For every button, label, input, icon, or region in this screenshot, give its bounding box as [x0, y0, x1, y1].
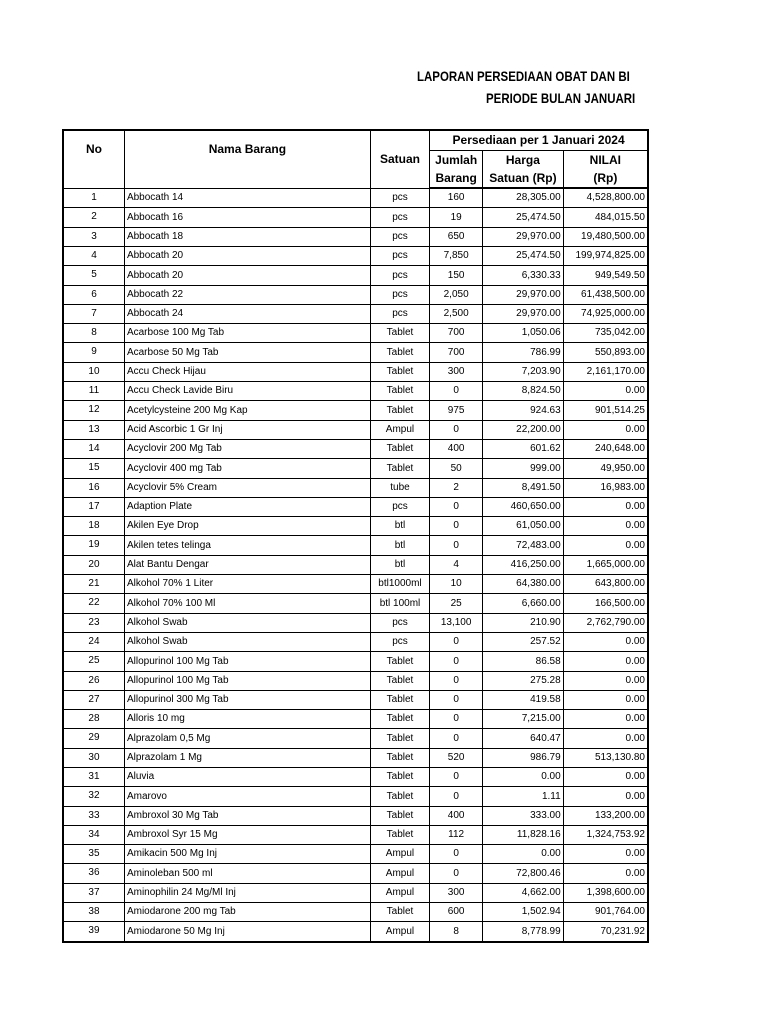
item-harga: 72,483.00 — [483, 536, 564, 555]
item-name: Alkohol 70% 1 Liter — [124, 575, 370, 594]
item-satuan: pcs — [370, 266, 429, 285]
table-row — [63, 362, 648, 381]
item-harga: 6,330.33 — [483, 266, 564, 285]
item-satuan: pcs — [370, 632, 429, 651]
item-satuan: Ampul — [370, 845, 429, 864]
item-satuan: Tablet — [370, 382, 429, 401]
item-name: Abbocath 20 — [124, 246, 370, 265]
header-no: No — [63, 130, 124, 188]
table-row — [63, 439, 648, 458]
table-row — [63, 575, 648, 594]
row-no: 30 — [63, 748, 124, 767]
item-name: Aminoleban 500 ml — [124, 864, 370, 883]
item-name: Alloris 10 mg — [124, 710, 370, 729]
item-nilai: 2,161,170.00 — [563, 362, 648, 381]
item-jumlah: 50 — [430, 459, 483, 478]
table-row — [63, 594, 648, 613]
item-jumlah: 150 — [430, 266, 483, 285]
item-nilai: 0.00 — [563, 632, 648, 651]
item-harga: 999.00 — [483, 459, 564, 478]
item-satuan: pcs — [370, 188, 429, 208]
item-jumlah: 975 — [430, 401, 483, 420]
item-name: Acyclovir 5% Cream — [124, 478, 370, 497]
row-no: 39 — [63, 922, 124, 942]
row-no: 33 — [63, 806, 124, 825]
item-nilai: 0.00 — [563, 517, 648, 536]
item-name: Alkohol 70% 100 Ml — [124, 594, 370, 613]
item-nilai: 0.00 — [563, 497, 648, 516]
item-nilai: 0.00 — [563, 690, 648, 709]
row-no: 32 — [63, 787, 124, 806]
row-no: 4 — [63, 246, 124, 265]
item-satuan: Tablet — [370, 671, 429, 690]
item-jumlah: 0 — [430, 517, 483, 536]
row-no: 8 — [63, 324, 124, 343]
item-harga: 64,380.00 — [483, 575, 564, 594]
table-row — [63, 401, 648, 420]
item-harga: 7,215.00 — [483, 710, 564, 729]
item-nilai: 2,762,790.00 — [563, 613, 648, 632]
item-harga: 601.62 — [483, 439, 564, 458]
item-jumlah: 0 — [430, 768, 483, 787]
item-name: Accu Check Lavide Biru — [124, 382, 370, 401]
item-name: Amiodarone 200 mg Tab — [124, 903, 370, 922]
table-row — [63, 825, 648, 844]
item-satuan: pcs — [370, 497, 429, 516]
row-no: 6 — [63, 285, 124, 304]
item-satuan: Tablet — [370, 806, 429, 825]
item-nilai: 166,500.00 — [563, 594, 648, 613]
item-satuan: btl — [370, 536, 429, 555]
item-nilai: 0.00 — [563, 768, 648, 787]
item-nilai: 16,983.00 — [563, 478, 648, 497]
item-nilai: 735,042.00 — [563, 324, 648, 343]
item-nilai: 133,200.00 — [563, 806, 648, 825]
item-jumlah: 0 — [430, 497, 483, 516]
item-nilai: 484,015.50 — [563, 208, 648, 227]
inventory-table — [62, 129, 649, 943]
item-jumlah: 112 — [430, 825, 483, 844]
item-harga: 25,474.50 — [483, 208, 564, 227]
item-name: Amarovo — [124, 787, 370, 806]
table-row — [63, 208, 648, 227]
table-row — [63, 729, 648, 748]
header-jumlah-1: Jumlah — [430, 150, 483, 169]
table-row — [63, 343, 648, 362]
item-satuan: Tablet — [370, 652, 429, 671]
table-row — [63, 517, 648, 536]
item-name: Accu Check Hijau — [124, 362, 370, 381]
item-harga: 29,970.00 — [483, 304, 564, 323]
item-harga: 61,050.00 — [483, 517, 564, 536]
item-name: Abbocath 14 — [124, 188, 370, 208]
item-harga: 0.00 — [483, 768, 564, 787]
report-title: LAPORAN PERSEDIAAN OBAT DAN BI — [417, 68, 630, 84]
table-row — [63, 246, 648, 265]
item-harga: 22,200.00 — [483, 420, 564, 439]
item-nilai: 61,438,500.00 — [563, 285, 648, 304]
table-row — [63, 652, 648, 671]
item-name: Abbocath 16 — [124, 208, 370, 227]
item-name: Akilen tetes telinga — [124, 536, 370, 555]
row-no: 7 — [63, 304, 124, 323]
row-no: 38 — [63, 903, 124, 922]
item-name: Abbocath 22 — [124, 285, 370, 304]
row-no: 18 — [63, 517, 124, 536]
item-harga: 333.00 — [483, 806, 564, 825]
item-jumlah: 650 — [430, 227, 483, 246]
item-harga: 29,970.00 — [483, 227, 564, 246]
row-no: 16 — [63, 478, 124, 497]
row-no: 22 — [63, 594, 124, 613]
item-satuan: pcs — [370, 227, 429, 246]
item-harga: 786.99 — [483, 343, 564, 362]
item-name: Allopurinol 300 Mg Tab — [124, 690, 370, 709]
table-row — [63, 690, 648, 709]
item-satuan: Tablet — [370, 459, 429, 478]
item-harga: 8,778.99 — [483, 922, 564, 942]
item-jumlah: 0 — [430, 536, 483, 555]
item-nilai: 513,130.80 — [563, 748, 648, 767]
item-jumlah: 300 — [430, 883, 483, 902]
item-jumlah: 0 — [430, 729, 483, 748]
item-jumlah: 0 — [430, 382, 483, 401]
item-satuan: Tablet — [370, 439, 429, 458]
item-jumlah: 8 — [430, 922, 483, 942]
row-no: 21 — [63, 575, 124, 594]
item-nilai: 240,648.00 — [563, 439, 648, 458]
row-no: 24 — [63, 632, 124, 651]
item-jumlah: 2 — [430, 478, 483, 497]
item-name: Aminophilin 24 Mg/Ml Inj — [124, 883, 370, 902]
item-harga: 86.58 — [483, 652, 564, 671]
item-satuan: Tablet — [370, 343, 429, 362]
item-satuan: Tablet — [370, 362, 429, 381]
table-row — [63, 304, 648, 323]
item-satuan: pcs — [370, 208, 429, 227]
item-harga: 6,660.00 — [483, 594, 564, 613]
header-nama-barang: Nama Barang — [124, 130, 370, 188]
table-row — [63, 555, 648, 574]
table-row — [63, 536, 648, 555]
item-harga: 0.00 — [483, 845, 564, 864]
item-name: Abbocath 20 — [124, 266, 370, 285]
item-jumlah: 0 — [430, 671, 483, 690]
row-no: 31 — [63, 768, 124, 787]
item-nilai: 0.00 — [563, 652, 648, 671]
item-jumlah: 400 — [430, 806, 483, 825]
item-harga: 8,491.50 — [483, 478, 564, 497]
item-satuan: Tablet — [370, 690, 429, 709]
item-name: Abbocath 18 — [124, 227, 370, 246]
row-no: 19 — [63, 536, 124, 555]
header-harga-2: Satuan (Rp) — [483, 169, 564, 188]
row-no: 20 — [63, 555, 124, 574]
item-nilai: 19,480,500.00 — [563, 227, 648, 246]
table-row — [63, 227, 648, 246]
item-jumlah: 19 — [430, 208, 483, 227]
table-body — [63, 188, 648, 942]
item-jumlah: 2,500 — [430, 304, 483, 323]
item-nilai: 0.00 — [563, 671, 648, 690]
item-nilai: 199,974,825.00 — [563, 246, 648, 265]
item-nilai: 0.00 — [563, 710, 648, 729]
item-name: Abbocath 24 — [124, 304, 370, 323]
item-jumlah: 520 — [430, 748, 483, 767]
item-harga: 29,970.00 — [483, 285, 564, 304]
item-nilai: 949,549.50 — [563, 266, 648, 285]
table-row — [63, 883, 648, 902]
item-name: Acarbose 50 Mg Tab — [124, 343, 370, 362]
table-row — [63, 710, 648, 729]
title-clip-overlay — [648, 60, 768, 120]
row-no: 2 — [63, 208, 124, 227]
item-nilai: 0.00 — [563, 536, 648, 555]
item-name: Allopurinol 100 Mg Tab — [124, 671, 370, 690]
item-nilai: 0.00 — [563, 420, 648, 439]
item-name: Ambroxol Syr 15 Mg — [124, 825, 370, 844]
item-name: Alkohol Swab — [124, 613, 370, 632]
header-jumlah-2: Barang — [430, 169, 483, 188]
item-nilai: 0.00 — [563, 787, 648, 806]
table-row — [63, 748, 648, 767]
item-nilai: 643,800.00 — [563, 575, 648, 594]
item-nilai: 1,398,600.00 — [563, 883, 648, 902]
item-name: Acid Ascorbic 1 Gr Inj — [124, 420, 370, 439]
item-jumlah: 160 — [430, 188, 483, 208]
item-name: Acetylcysteine 200 Mg Kap — [124, 401, 370, 420]
item-nilai: 1,324,753.92 — [563, 825, 648, 844]
item-harga: 1,050.06 — [483, 324, 564, 343]
item-harga: 986.79 — [483, 748, 564, 767]
item-nilai: 550,893.00 — [563, 343, 648, 362]
table-row — [63, 922, 648, 942]
item-jumlah: 0 — [430, 420, 483, 439]
table-row — [63, 845, 648, 864]
item-harga: 640.47 — [483, 729, 564, 748]
item-name: Amikacin 500 Mg Inj — [124, 845, 370, 864]
item-jumlah: 0 — [430, 632, 483, 651]
item-name: Acyclovir 400 mg Tab — [124, 459, 370, 478]
row-no: 25 — [63, 652, 124, 671]
item-name: Alat Bantu Dengar — [124, 555, 370, 574]
report-period: PERIODE BULAN JANUARI — [486, 90, 636, 106]
item-satuan: Tablet — [370, 768, 429, 787]
table-row — [63, 632, 648, 651]
header-persediaan-group: Persediaan per 1 Januari 2024 — [430, 130, 648, 150]
item-satuan: pcs — [370, 613, 429, 632]
item-nilai: 49,950.00 — [563, 459, 648, 478]
header-harga-1: Harga — [483, 150, 564, 169]
table-row — [63, 420, 648, 439]
item-satuan: Ampul — [370, 922, 429, 942]
item-jumlah: 0 — [430, 690, 483, 709]
item-satuan: Tablet — [370, 825, 429, 844]
row-no: 27 — [63, 690, 124, 709]
row-no: 9 — [63, 343, 124, 362]
item-nilai: 70,231.92 — [563, 922, 648, 942]
row-no: 5 — [63, 266, 124, 285]
item-jumlah: 700 — [430, 343, 483, 362]
item-nilai: 901,514.25 — [563, 401, 648, 420]
item-jumlah: 600 — [430, 903, 483, 922]
item-satuan: btl — [370, 555, 429, 574]
item-satuan: Ampul — [370, 420, 429, 439]
item-name: Allopurinol 100 Mg Tab — [124, 652, 370, 671]
item-jumlah: 7,850 — [430, 246, 483, 265]
table-row — [63, 382, 648, 401]
item-jumlah: 2,050 — [430, 285, 483, 304]
row-no: 36 — [63, 864, 124, 883]
row-no: 11 — [63, 382, 124, 401]
table-row — [63, 806, 648, 825]
item-satuan: Tablet — [370, 401, 429, 420]
table-row — [63, 671, 648, 690]
item-name: Alprazolam 1 Mg — [124, 748, 370, 767]
item-harga: 275.28 — [483, 671, 564, 690]
item-jumlah: 4 — [430, 555, 483, 574]
item-nilai: 0.00 — [563, 382, 648, 401]
item-nilai: 4,528,800.00 — [563, 188, 648, 208]
table-row — [63, 266, 648, 285]
table-row — [63, 324, 648, 343]
item-harga: 28,305.00 — [483, 188, 564, 208]
item-harga: 460,650.00 — [483, 497, 564, 516]
table-row — [63, 497, 648, 516]
item-satuan: Tablet — [370, 787, 429, 806]
row-no: 26 — [63, 671, 124, 690]
item-nilai: 74,925,000.00 — [563, 304, 648, 323]
item-jumlah: 25 — [430, 594, 483, 613]
item-name: Acarbose 100 Mg Tab — [124, 324, 370, 343]
row-no: 23 — [63, 613, 124, 632]
item-harga: 924.63 — [483, 401, 564, 420]
item-name: Adaption Plate — [124, 497, 370, 516]
table-row — [63, 285, 648, 304]
item-jumlah: 13,100 — [430, 613, 483, 632]
item-satuan: Ampul — [370, 883, 429, 902]
item-satuan: Tablet — [370, 710, 429, 729]
item-name: Ambroxol 30 Mg Tab — [124, 806, 370, 825]
row-no: 35 — [63, 845, 124, 864]
row-no: 28 — [63, 710, 124, 729]
row-no: 17 — [63, 497, 124, 516]
item-name: Acyclovir 200 Mg Tab — [124, 439, 370, 458]
table-row — [63, 613, 648, 632]
item-nilai: 0.00 — [563, 729, 648, 748]
row-no: 34 — [63, 825, 124, 844]
item-satuan: btl 100ml — [370, 594, 429, 613]
header-nilai-1: NILAI — [563, 150, 648, 169]
row-no: 1 — [63, 188, 124, 208]
item-satuan: Tablet — [370, 324, 429, 343]
table-row — [63, 188, 648, 208]
item-jumlah: 0 — [430, 845, 483, 864]
item-harga: 4,662.00 — [483, 883, 564, 902]
item-harga: 257.52 — [483, 632, 564, 651]
item-harga: 7,203.90 — [483, 362, 564, 381]
table-row — [63, 864, 648, 883]
item-name: Aluvia — [124, 768, 370, 787]
item-harga: 72,800.46 — [483, 864, 564, 883]
item-harga: 416,250.00 — [483, 555, 564, 574]
header-satuan: Satuan — [370, 130, 429, 188]
row-no: 29 — [63, 729, 124, 748]
row-no: 10 — [63, 362, 124, 381]
item-name: Amiodarone 50 Mg Inj — [124, 922, 370, 942]
item-harga: 1.11 — [483, 787, 564, 806]
item-satuan: Tablet — [370, 729, 429, 748]
table-row — [63, 459, 648, 478]
header-nilai-2: (Rp) — [563, 169, 648, 188]
item-harga: 8,824.50 — [483, 382, 564, 401]
item-jumlah: 0 — [430, 787, 483, 806]
row-no: 37 — [63, 883, 124, 902]
item-nilai: 0.00 — [563, 845, 648, 864]
item-harga: 210.90 — [483, 613, 564, 632]
table-row — [63, 478, 648, 497]
item-satuan: Tablet — [370, 748, 429, 767]
row-no: 14 — [63, 439, 124, 458]
item-name: Akilen Eye Drop — [124, 517, 370, 536]
item-harga: 1,502.94 — [483, 903, 564, 922]
item-name: Alkohol Swab — [124, 632, 370, 651]
item-harga: 419.58 — [483, 690, 564, 709]
item-jumlah: 300 — [430, 362, 483, 381]
item-satuan: pcs — [370, 304, 429, 323]
table-row — [63, 768, 648, 787]
table-row — [63, 903, 648, 922]
row-no: 3 — [63, 227, 124, 246]
table-row — [63, 787, 648, 806]
item-jumlah: 700 — [430, 324, 483, 343]
item-jumlah: 0 — [430, 652, 483, 671]
item-jumlah: 0 — [430, 864, 483, 883]
item-name: Alprazolam 0,5 Mg — [124, 729, 370, 748]
item-satuan: Tablet — [370, 903, 429, 922]
item-harga: 25,474.50 — [483, 246, 564, 265]
item-harga: 11,828.16 — [483, 825, 564, 844]
row-no: 12 — [63, 401, 124, 420]
item-satuan: pcs — [370, 285, 429, 304]
item-satuan: btl — [370, 517, 429, 536]
item-jumlah: 0 — [430, 710, 483, 729]
item-satuan: pcs — [370, 246, 429, 265]
item-satuan: tube — [370, 478, 429, 497]
row-no: 15 — [63, 459, 124, 478]
item-jumlah: 400 — [430, 439, 483, 458]
row-no: 13 — [63, 420, 124, 439]
item-nilai: 0.00 — [563, 864, 648, 883]
item-jumlah: 10 — [430, 575, 483, 594]
item-satuan: Ampul — [370, 864, 429, 883]
item-nilai: 1,665,000.00 — [563, 555, 648, 574]
item-satuan: btl1000ml — [370, 575, 429, 594]
item-nilai: 901,764.00 — [563, 903, 648, 922]
